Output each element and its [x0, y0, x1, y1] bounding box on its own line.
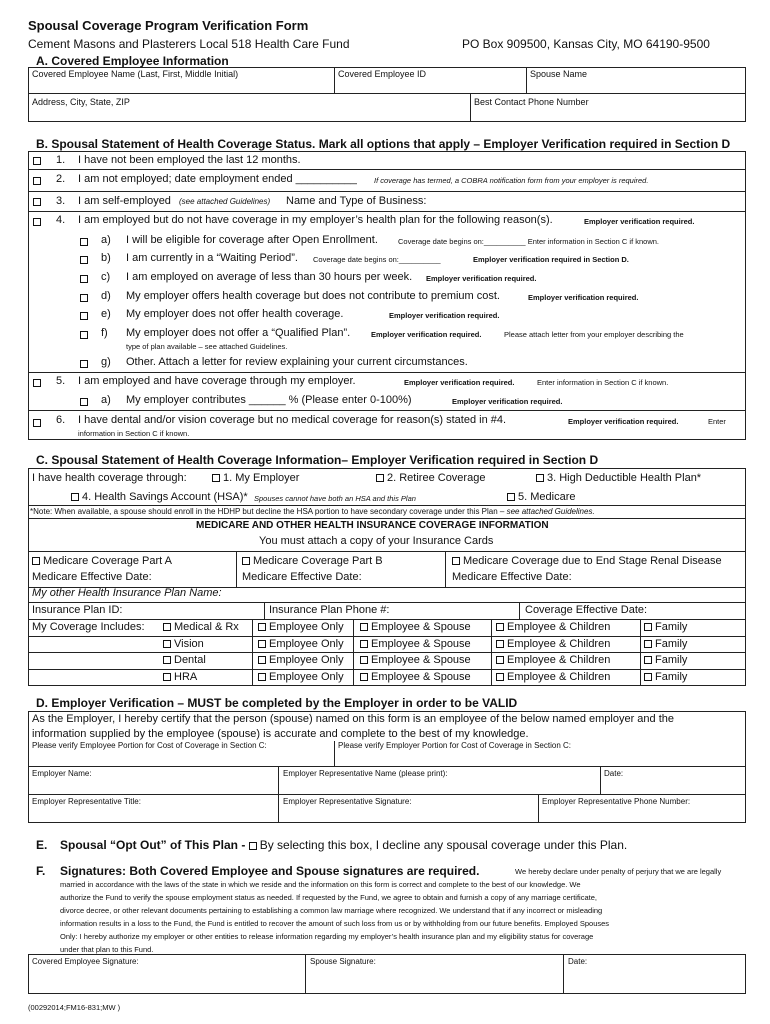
coverage-includes-label: My Coverage Includes: [32, 621, 145, 633]
part-b-effective-date[interactable]: Medicare Effective Date: [242, 571, 362, 583]
item-1-checkbox[interactable] [33, 157, 41, 165]
section-d-title: D. Employer Verification – MUST be completed by the Employer in order to be VALID [36, 696, 518, 710]
item-2-checkbox[interactable] [33, 177, 41, 185]
item-6-note2: Enter [708, 417, 726, 426]
employer-name-field[interactable]: Employer Name: [32, 769, 92, 778]
cov-medical-employee[interactable]: Employee Only [258, 621, 344, 633]
item-5a-checkbox[interactable] [80, 398, 88, 406]
plan-id-field[interactable]: Insurance Plan ID: [32, 604, 123, 616]
item-6-text: I have dental and/or vision coverage but no medical coverage for reason(s) stated in #4. [78, 414, 507, 426]
declaration-line-1: We hereby declare under penalty of perjury that we are legally [515, 867, 722, 876]
medicare-heading: MEDICARE AND OTHER HEALTH INSURANCE COVERAGE INFORMATION [196, 520, 549, 531]
item-6-note1: Employer verification required. [568, 417, 679, 426]
employee-name-field[interactable]: Covered Employee Name (Last, First, Middle Initial) [32, 69, 239, 79]
opt-out-line: Spousal “Opt Out” of This Plan - By selecting this box, I decline any spousal coverage under this Plan. [60, 838, 628, 852]
item-4f-text: My employer does not offer a “Qualified Plan”. [126, 327, 351, 339]
fund-address: PO Box 909500, Kansas City, MO 64190-9500 [462, 37, 710, 51]
rep-name-field[interactable]: Employer Representative Name (please print): [283, 769, 448, 778]
item-5-num: 5. [56, 375, 66, 387]
fund-name: Cement Masons and Plasterers Local 518 Health Care Fund [28, 37, 350, 51]
item-4g-text: Other. Attach a letter for review explaining your current circumstances. [126, 356, 468, 368]
coverage-through-label: I have health coverage through: [32, 472, 187, 484]
employer-date-field[interactable]: Date: [604, 769, 624, 778]
declaration-line-6: Only: I hereby authorize my employer or other entities to release information regarding my employer’s health insurance plan and my eligibility status for coverage [60, 932, 594, 941]
item-4f-note3: type of plan available – see attached Guidelines. [126, 342, 288, 351]
item-3-num: 3. [56, 195, 66, 207]
esrd-effective-date[interactable]: Medicare Effective Date: [452, 571, 572, 583]
item-4e-letter: e) [101, 308, 111, 320]
item-5a-note: Employer verification required. [452, 397, 563, 406]
rep-title-field[interactable]: Employer Representative Title: [32, 797, 141, 806]
item-4g-checkbox[interactable] [80, 360, 88, 368]
item-3-business[interactable]: Name and Type of Business: [286, 195, 427, 207]
hdhp-note: *Note: When available, a spouse should enroll in the HDHP but decline the HSA portion to have secondary coverage under this Plan – see attached Guidelines. [30, 507, 595, 516]
option-hdhp[interactable]: 3. High Deductible Health Plan* [536, 472, 701, 484]
cov-hra-employee[interactable]: Employee Only [258, 671, 344, 683]
cov-dental-employee[interactable]: Employee Only [258, 654, 344, 666]
item-4g-letter: g) [101, 356, 111, 368]
declaration-line-5: information results in a loss to the Fund, the Fund is entitled to recover the amount of such loss from us or by withholding from our future benefits. Employed Spouses [60, 919, 610, 928]
item-6-num: 6. [56, 414, 66, 426]
spouse-signature-field[interactable]: Spouse Signature: [310, 957, 376, 966]
declaration-line-3: authorize the Fund to verify the spouse employment status as needed. If requested by the Fund, we agree to obtain and furnish a copy of any marriage certificate, [60, 893, 597, 902]
employee-id-field[interactable]: Covered Employee ID [338, 69, 427, 79]
phone-field[interactable]: Best Contact Phone Number [474, 97, 589, 107]
option-medicare[interactable]: 5. Medicare [507, 491, 575, 503]
section-f-letter: F. [36, 864, 46, 878]
spouse-name-field[interactable]: Spouse Name [530, 69, 588, 79]
declaration-line-2: married in accordance with the laws of the state in which we reside and the information on this form is correct and complete to the best of our knowledge. We [60, 880, 581, 889]
item-5-note1: Employer verification required. [404, 378, 515, 387]
item-3-note: (see attached Guidelines) [179, 197, 271, 206]
cov-type-dental[interactable]: Dental [163, 654, 206, 666]
item-4a-checkbox[interactable] [80, 238, 88, 246]
cov-vision-spouse[interactable]: Employee & Spouse [360, 638, 471, 650]
cov-vision-children[interactable]: Employee & Children [496, 638, 610, 650]
certify-line-2: information supplied by the employee (spouse) is accurate and complete to the best of my knowledge. [32, 728, 529, 740]
item-3-checkbox[interactable] [33, 198, 41, 206]
item-4b-letter: b) [101, 252, 111, 264]
opt-out-checkbox[interactable] [249, 842, 257, 850]
cov-hra-family[interactable]: Family [644, 671, 687, 683]
item-4d-letter: d) [101, 290, 111, 302]
medicare-subheading: You must attach a copy of your Insurance Cards [259, 535, 494, 547]
option-employer[interactable]: 1. My Employer [212, 472, 299, 484]
cov-type-hra[interactable]: HRA [163, 671, 197, 683]
cov-vision-employee[interactable]: Employee Only [258, 638, 344, 650]
item-4-text: I am employed but do not have coverage in my employer’s health plan for the following reason(s). [78, 214, 553, 226]
declaration-line-4: divorce decree, or other relevant documents pertaining to establishing a common law marriage where recognized. We understand that if any incorrect or misleading [60, 906, 603, 915]
item-5a-letter: a) [101, 394, 111, 406]
item-4d-text: My employer offers health coverage but does not contribute to premium cost. [126, 290, 500, 302]
item-4a-note: Coverage date begins on:__________ Enter information in Section C if known. [398, 237, 660, 246]
item-4c-checkbox[interactable] [80, 275, 88, 283]
item-3-text: I am self-employed [78, 195, 171, 207]
form-title: Spousal Coverage Program Verification Form [28, 18, 309, 33]
cov-medical-family[interactable]: Family [644, 621, 687, 633]
item-4e-note: Employer verification required. [389, 311, 500, 320]
cov-dental-family[interactable]: Family [644, 654, 687, 666]
verify-employer-portion[interactable]: Please verify Employer Portion for Cost of Coverage in Section C: [338, 741, 571, 750]
item-4b-text: I am currently in a “Waiting Period”. [126, 252, 298, 264]
item-4c-text: I am employed on average of less than 30 hours per week. [126, 271, 413, 283]
rep-phone-field[interactable]: Employer Representative Phone Number: [542, 797, 691, 806]
cov-dental-spouse[interactable]: Employee & Spouse [360, 654, 471, 666]
item-4-checkbox[interactable] [33, 218, 41, 226]
section-f-title: Signatures: Both Covered Employee and Spouse signatures are required. [60, 864, 480, 878]
item-4f-letter: f) [101, 327, 108, 339]
item-6-checkbox[interactable] [33, 419, 41, 427]
item-1-text: I have not been employed the last 12 months. [78, 154, 301, 166]
item-2-num: 2. [56, 173, 66, 185]
item-5-text: I am employed and have coverage through my employer. [78, 375, 356, 387]
hsa-note: Spouses cannot have both an HSA and this Plan [254, 494, 416, 503]
item-1-num: 1. [56, 154, 66, 166]
item-2-note: If coverage has termed, a COBRA notification form from your employer is required. [374, 176, 649, 185]
item-6-note3: information in Section C if known. [78, 429, 190, 438]
item-4b-note2: Employer verification required in Section D. [473, 255, 629, 264]
certify-line-1: As the Employer, I hereby certify that the person (spouse) named on this form is an employee of the below named employer and the [32, 713, 675, 725]
verify-employee-portion[interactable]: Please verify Employee Portion for Cost of Coverage in Section C: [32, 741, 267, 750]
item-4-num: 4. [56, 214, 66, 226]
address-field[interactable]: Address, City, State, ZIP [32, 97, 130, 107]
item-4d-checkbox[interactable] [80, 294, 88, 302]
item-4-note: Employer verification required. [584, 217, 695, 226]
item-4c-letter: c) [101, 271, 111, 283]
rep-signature-field[interactable]: Employer Representative Signature: [283, 797, 412, 806]
item-4f-note2: Please attach letter from your employer describing the [504, 330, 684, 339]
item-5-note2: Enter information in Section C if known. [537, 378, 669, 387]
item-4b-note1: Coverage date begins on:__________ [313, 255, 441, 264]
item-4f-note1: Employer verification required. [371, 330, 482, 339]
other-plan-name[interactable]: My other Health Insurance Plan Name: [32, 587, 222, 599]
employee-signature-field[interactable]: Covered Employee Signature: [32, 957, 139, 966]
signature-date-field[interactable]: Date: [568, 957, 588, 966]
cov-type-medical[interactable]: Medical & Rx [163, 621, 239, 633]
form-code: (00292014;FM16-831;MW ) [28, 1003, 121, 1012]
cov-hra-spouse[interactable]: Employee & Spouse [360, 671, 471, 683]
item-4b-checkbox[interactable] [80, 256, 88, 264]
plan-phone-field[interactable]: Insurance Plan Phone #: [269, 604, 390, 616]
item-4a-text: I will be eligible for coverage after Open Enrollment. [126, 234, 378, 246]
medicare-esrd[interactable]: Medicare Coverage due to End Stage Renal Disease [452, 555, 722, 567]
item-4e-checkbox[interactable] [80, 312, 88, 320]
cov-type-vision[interactable]: Vision [163, 638, 204, 650]
declaration-line-7: under that plan to this Fund. [60, 945, 154, 954]
item-4f-checkbox[interactable] [80, 331, 88, 339]
medicare-part-a[interactable]: Medicare Coverage Part A [32, 555, 172, 567]
cov-vision-family[interactable]: Family [644, 638, 687, 650]
cov-medical-children[interactable]: Employee & Children [496, 621, 610, 633]
item-4e-text: My employer does not offer health coverage. [126, 308, 344, 320]
option-hsa[interactable]: 4. Health Savings Account (HSA)* [71, 491, 248, 503]
item-4d-note: Employer verification required. [528, 293, 639, 302]
part-a-effective-date[interactable]: Medicare Effective Date: [32, 571, 152, 583]
item-4a-letter: a) [101, 234, 111, 246]
section-e-letter: E. [36, 838, 48, 852]
item-4c-note: Employer verification required. [426, 274, 537, 283]
cov-medical-spouse[interactable]: Employee & Spouse [360, 621, 471, 633]
coverage-date-field[interactable]: Coverage Effective Date: [525, 604, 648, 616]
cov-dental-children[interactable]: Employee & Children [496, 654, 610, 666]
section-c-title: C. Spousal Statement of Health Coverage Information– Employer Verification required in Section D [36, 453, 599, 467]
option-retiree[interactable]: 2. Retiree Coverage [376, 472, 485, 484]
section-b-title: B. Spousal Statement of Health Coverage Status. Mark all options that apply – Employer Verification required in Section D [36, 137, 731, 151]
section-a-title: A. Covered Employee Information [36, 54, 229, 68]
medicare-part-b[interactable]: Medicare Coverage Part B [242, 555, 383, 567]
cov-hra-children[interactable]: Employee & Children [496, 671, 610, 683]
item-5-checkbox[interactable] [33, 379, 41, 387]
item-2-text: I am not employed; date employment ended __________ [78, 173, 357, 185]
item-5a-text[interactable]: My employer contributes ______ % (Please enter 0-100%) [126, 394, 412, 406]
